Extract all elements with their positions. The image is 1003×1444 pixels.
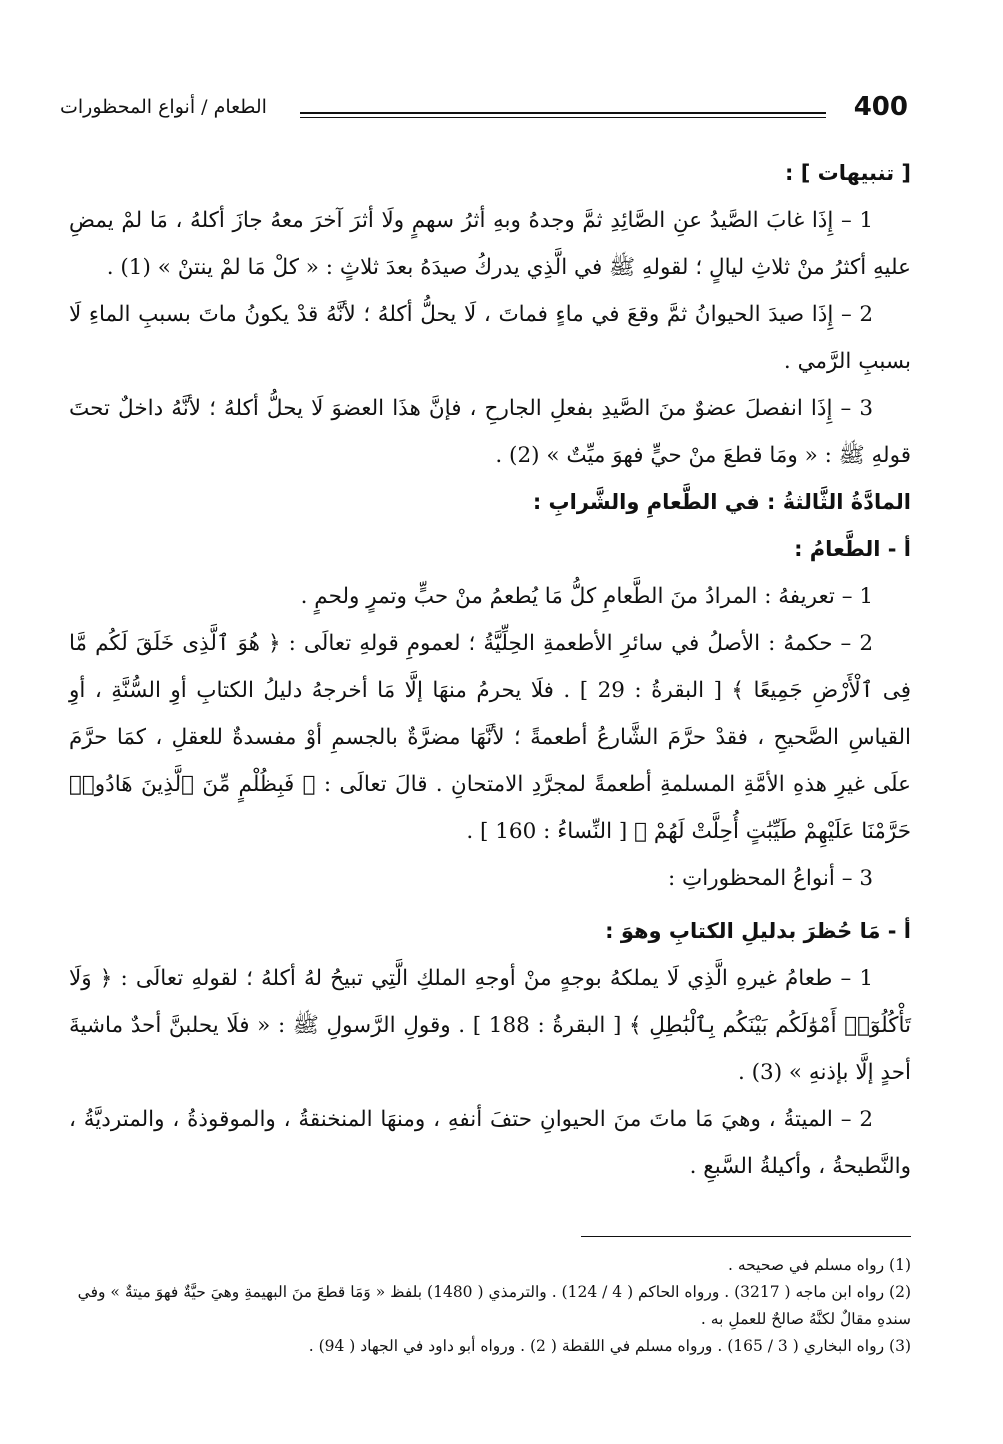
prohibited-item-1: 1 – طعامُ غيرهِ الَّذِي لَا يملكهُ بوجهٍ منْ أوجهِ الملكِ الَّتِي تبيحُ لهُ أكلهُ ؛ لقولهِ تعالَى : ﴿ وَلَا تَأْكُلُوٓا۟ أَمْوَٰلَكُم بَيْنَكُم بِٱلْبَٰطِلِ ﴾ [ البقرةُ : 188 ] . وقولِ الرَّسولِ ﷺ : « فلَا يحلبنَّ أحدٌ ماشيةَ أحدٍ إلَّا بإذنهِ » (3) . <box>69 966 912 1085</box>
page-number: 400 <box>853 92 908 122</box>
subheading-quran-evidence: أ - مَا حُظرَ بدليلِ الكتابِ وهوَ : <box>605 919 911 943</box>
footnotes <box>69 1252 911 1360</box>
prohibited-types: 3 – أنواعُ المحظوراتِ : <box>667 866 873 891</box>
tanbih-3: 3 – إِذَا انفصلَ عضوٌ منَ الصَّيدِ بفعلِ الجارحِ ، فإنَّ هذَا العضوَ لَا يحلُّ أكلهُ ؛ لأنَّهُ داخلٌ تحتَ قولهِ ﷺ : « ومَا قطعَ منْ حيٍّ فهوَ ميِّتٌ » (2) . <box>69 396 911 468</box>
body-text <box>69 150 911 1190</box>
subheading-food: أ - الطَّعامُ : <box>794 537 911 561</box>
footnote-2: (2) رواه ابن ماجه ( 3217) . ورواه الحاكم ( 4 / 124) . والترمذي ( 1480) بلفظ « وَمَا قطعَ منَ البهيمةِ وهيَ حيَّةٌ فهوَ ميتةٌ » وفي سندهِ مقالٌ لكنَّهُ صالحٌ للعملِ به . <box>77 1283 911 1328</box>
tanbih-2: 2 – إِذَا صيدَ الحيوانُ ثمَّ وقعَ في ماءٍ فماتَ ، لَا يحلُّ أكلهُ ؛ لأنَّهُ قدْ يكونُ ماتَ بسببِ الماءِ لَا بسببِ الرَّمي . <box>69 302 911 374</box>
page-header <box>60 92 908 132</box>
tanbihat-heading: [ تنبيهات ] : <box>785 161 911 185</box>
header-rule <box>300 112 826 118</box>
food-ruling: 2 – حكمهُ : الأصلُ في سائرِ الأطعمةِ الحِلِّيَّةُ ؛ لعمومِ قولهِ تعالَى : ﴿ هُوَ ٱلَّذِى خَلَقَ لَكُم مَّا فِى ٱلْأَرْضِ جَمِيعًا ﴾ [ البقرةُ : 29 ] . فلَا يحرمُ منهَا إلَّا مَا أخرجهُ دليلُ الكتابِ أوِ السُّنَّةِ ، أوِ القياسِ الصَّحيحِ ، فقدْ حرَّمَ الشَّارعُ أطعمةً ؛ لأنَّهَا مضرَّةٌ بالجسمِ أوْ مفسدةٌ للعقلِ ، كمَا حرَّمَ علَى غيرِ هذهِ الأمَّةِ المسلمةِ أطعمةً لمجرَّدِ الامتحانِ . قالَ تعالَى : ﴿ فَبِظُلْمٍ مِّنَ ٱلَّذِينَ هَادُوا۟ حَرَّمْنَا عَلَيْهِمْ طَيِّبَٰتٍ أُحِلَّتْ لَهُمْ ﴾ [ النِّساءُ : 160 ] . <box>69 631 911 844</box>
prohibited-item-2: 2 – الميتةُ ، وهيَ مَا ماتَ منَ الحيوانِ حتفَ أنفهِ ، ومنهَا المنخنقةُ ، والموقوذةُ ، والمترديَّةُ ، والنَّطيحةُ ، وأكيلةُ السَّبعِ . <box>69 1107 911 1179</box>
footnote-1: (1) رواه مسلم في صحيحه . <box>727 1256 911 1274</box>
running-title: الطعام / أنواع المحظورات <box>60 96 267 118</box>
food-definition: 1 – تعريفهُ : المرادُ منَ الطَّعامِ كلُّ مَا يُطعمُ منْ حبٍّ وتمرٍ ولحمٍ . <box>300 584 873 609</box>
section-heading-third-article: المادَّةُ الثَّالثةُ : في الطَّعامِ والشَّرابِ : <box>532 490 911 514</box>
tanbih-1: 1 – إِذَا غابَ الصَّيدُ عنِ الصَّائِدِ ثمَّ وجدهُ وبهِ أثرُ سهمٍ ولَا أثرَ آخرَ معهُ جازَ أكلهُ ، مَا لمْ يمضِ عليهِ أكثرُ منْ ثلاثِ ليالٍ ؛ لقولهِ ﷺ في الَّذِي يدركُ صيدَهُ بعدَ ثلاثٍ : « كلْ مَا لمْ ينتنْ » (1) . <box>69 208 911 280</box>
footnote-3: (3) رواه البخاري ( 3 / 165) . ورواه مسلم في اللقطة ( 2) . ورواه أبو داود في الجهاد ( 94) . <box>308 1337 911 1355</box>
footnote-rule <box>581 1236 911 1237</box>
